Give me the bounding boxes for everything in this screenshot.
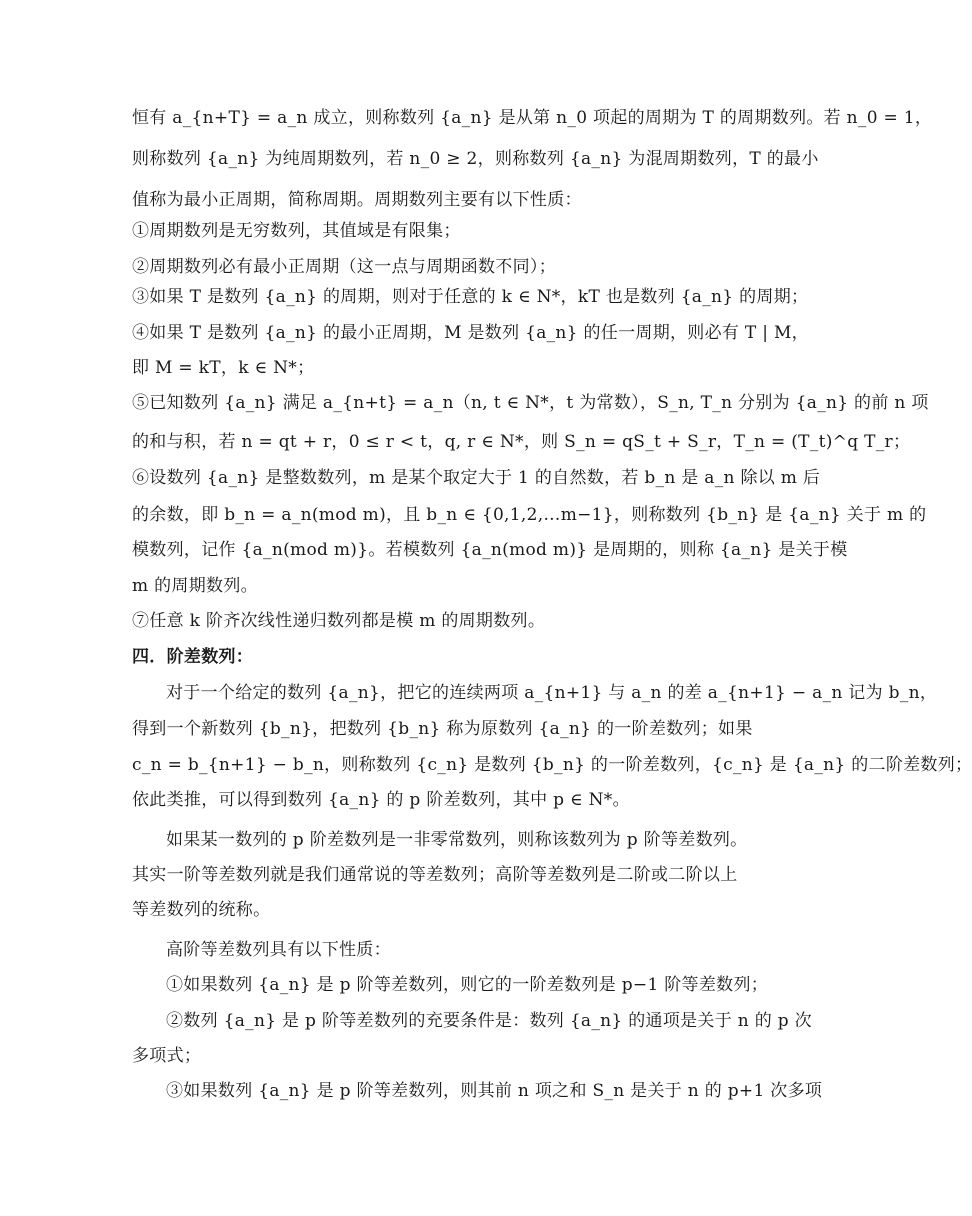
- text-line: 即 M = kT，k ∈ N*；: [132, 358, 315, 378]
- text-line: c_n = b_{n+1} − b_n，则称数列 {c_n} 是数列 {b_n} 的一阶差数列，{c_n} 是 {a_n} 的二阶差数列；: [132, 755, 972, 775]
- text-line: ②数列 {a_n} 是 p 阶等差数列的充要条件是：数列 {a_n} 的通项是关于 n 的 p 次: [166, 1011, 812, 1031]
- text-line: 多项式；: [132, 1046, 202, 1066]
- text-line: ③如果 T 是数列 {a_n} 的周期，则对于任意的 k ∈ N*，kT 也是数列 {a_n} 的周期；: [132, 287, 809, 307]
- text-line: 依此类推，可以得到数列 {a_n} 的 p 阶差数列，其中 p ∈ N*。: [132, 790, 630, 810]
- text-line: ③如果数列 {a_n} 是 p 阶等差数列，则其前 n 项之和 S_n 是关于 n 的 p+1 次多项: [166, 1081, 823, 1101]
- text-line: 则称数列 {a_n} 为纯周期数列，若 n_0 ≥ 2，则称数列 {a_n} 为混周期数列，T 的最小: [132, 149, 819, 169]
- text-line: ②周期数列必有最小正周期（这一点与周期函数不同）；: [132, 257, 556, 277]
- text-line: 得到一个新数列 {b_n}，把数列 {b_n} 称为原数列 {a_n} 的一阶差数列；如果: [132, 719, 753, 739]
- text-line: m 的周期数列。: [132, 576, 258, 596]
- text-line: 恒有 a_{n+T} = a_n 成立，则称数列 {a_n} 是从第 n_0 项起的周期为 T 的周期数列。若 n_0 = 1，: [132, 108, 933, 128]
- text-line: 的和与积，若 n = qt + r，0 ≤ r < t，q, r ∈ N*，则 S_n = qS_t + S_r，T_n = (T_t)^q T_r；: [132, 432, 911, 452]
- text-line: ⑥设数列 {a_n} 是整数数列，m 是某个取定大于 1 的自然数，若 b_n 是 a_n 除以 m 后: [132, 468, 821, 488]
- text-line: ①如果数列 {a_n} 是 p 阶等差数列，则它的一阶差数列是 p−1 阶等差数列；: [166, 975, 769, 995]
- text-line: 高阶等差数列具有以下性质：: [166, 940, 391, 960]
- text-line: ①周期数列是无穷数列，其值域是有限集；: [132, 221, 461, 241]
- text-line: 等差数列的统称。: [132, 900, 271, 920]
- text-line: ④如果 T 是数列 {a_n} 的最小正周期，M 是数列 {a_n} 的任一周期，则必有 T | M，: [132, 323, 809, 343]
- section-heading: 四．阶差数列：: [132, 647, 254, 667]
- text-line: ⑦任意 k 阶齐次线性递归数列都是模 m 的周期数列。: [132, 611, 546, 631]
- text-line: 模数列，记作 {a_n(mod m)}。若模数列 {a_n(mod m)} 是周期的，则称 {a_n} 是关于模: [132, 540, 848, 560]
- text-line: ⑤已知数列 {a_n} 满足 a_{n+t} = a_n（n, t ∈ N*，t 为常数），S_n, T_n 分别为 {a_n} 的前 n 项: [132, 393, 929, 413]
- text-line: 值称为最小正周期，简称周期。周期数列主要有以下性质：: [132, 190, 582, 210]
- text-line: 其实一阶等差数列就是我们通常说的等差数列；高阶等差数列是二阶或二阶以上: [132, 865, 738, 885]
- text-line: 对于一个给定的数列 {a_n}，把它的连续两项 a_{n+1} 与 a_n 的差 a_{n+1} − a_n 记为 b_n，: [166, 683, 938, 703]
- text-line: 的余数，即 b_n = a_n(mod m)，且 b_n ∈ {0,1,2,…m−1}，则称数列 {b_n} 是 {a_n} 关于 m 的: [132, 505, 927, 525]
- text-line: 如果某一数列的 p 阶差数列是一非零常数列，则称该数列为 p 阶等差数列。: [166, 830, 748, 850]
